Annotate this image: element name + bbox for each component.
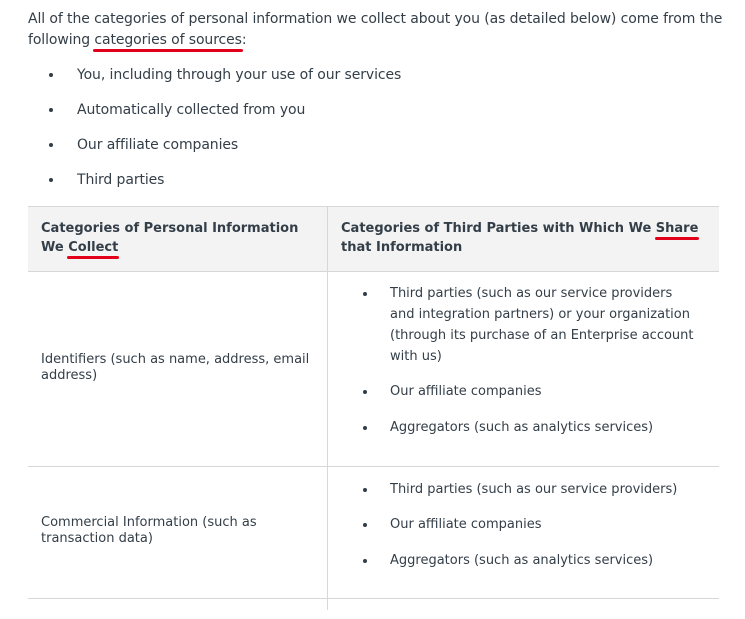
column-divider [327, 206, 328, 610]
share-item-label: Aggregators (such as analytics services) [390, 420, 654, 435]
list-item [328, 550, 698, 571]
table-header-row [28, 206, 719, 271]
share-item-label: Third parties (such as our service providers) [390, 482, 678, 497]
header-share [341, 219, 701, 257]
source-item-label: You, including through your use of our services [77, 67, 402, 83]
share-item-label: Our affiliate companies [390, 384, 542, 399]
share-item-label: Aggregators (such as analytics services) [390, 553, 654, 568]
header-collect-highlight: Collect [68, 240, 119, 255]
table-row [28, 271, 719, 466]
intro-text-after: : [241, 32, 247, 48]
shares-list [328, 283, 698, 438]
share-item-label: Our affiliate companies [390, 517, 542, 532]
source-item-label: Our affiliate companies [77, 137, 239, 153]
list-item [28, 169, 401, 204]
header-collect [41, 219, 311, 257]
category-cell: Identifiers (such as name, address, email address) [41, 352, 310, 383]
list-item [28, 134, 401, 169]
header-share-highlight: Share [655, 221, 699, 236]
list-item [328, 381, 698, 402]
table-row [28, 598, 719, 619]
list-item [328, 417, 698, 438]
header-collect-text: Categories of Personal Information We [41, 221, 299, 255]
list-item [28, 99, 401, 134]
list-item [328, 479, 698, 500]
list-item [328, 283, 698, 367]
category-cell: Commercial Information (such as transaction data) [41, 515, 257, 546]
list-item [328, 514, 698, 535]
list-item [28, 64, 401, 99]
share-item-label: Third parties (such as our service providers and integration partners) or your organization (through its purchase of an Enterprise account with us) [390, 286, 694, 364]
shares-list [328, 479, 698, 571]
header-share-text-before: Categories of Third Parties with Which We [341, 221, 656, 236]
source-item-label: Third parties [77, 172, 165, 188]
intro-paragraph [28, 9, 728, 51]
sources-list [28, 64, 401, 204]
table-row [28, 466, 719, 598]
intro-highlight: categories of sources [94, 32, 242, 48]
intro-text-before: All of the categories of personal information we collect about you (as detailed below) come from the following [28, 11, 723, 48]
source-item-label: Automatically collected from you [77, 102, 306, 118]
header-share-text-after: that Information [341, 240, 463, 255]
